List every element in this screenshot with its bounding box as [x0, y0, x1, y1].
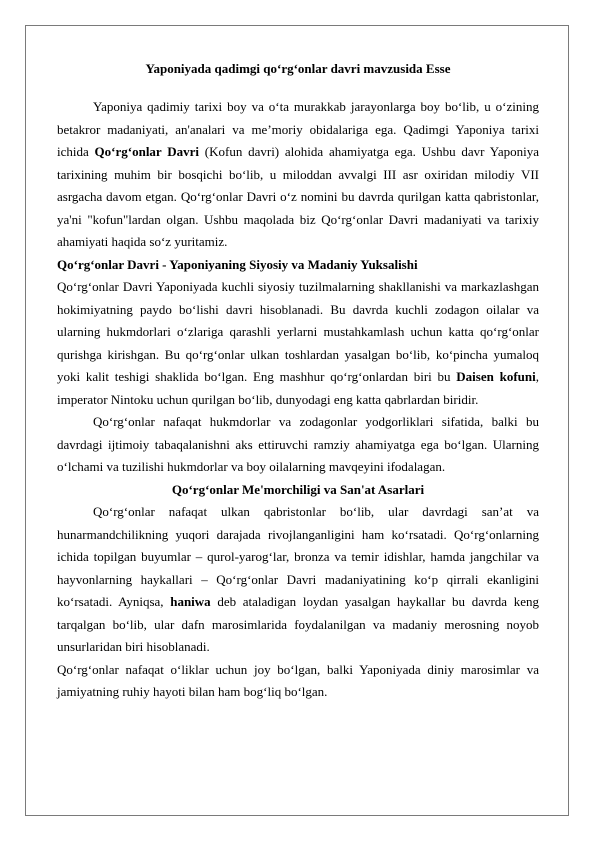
intro-text-1: Yaponiya qadimiy tarixi boy va o‘ta murakkab jarayonlarga boy bo‘lib, u o‘zining betakror madaniyati, an'analari va me’moriy obidalariga ega. Qadimgi Yaponiya tarixi ichida — [57, 99, 539, 159]
paragraph-4-text-1: Qo‘rg‘onlar nafaqat ulkan qabristonlar bo‘lib, ular davrdagi san’at va hunarmandchilikning yuqori darajada rivojlanganligini ham ko‘rsatadi. Qo‘rg‘onlarning ichida topilgan buyumlar – qurol-yarog‘lar, bronza va temir idishlar, hamda jangchilar va hayvonlarning haykallari – Qo‘rg‘onlar Davri madaniyatining ko‘p qirrali ekanligini ko‘rsatadi. Ayniqsa, — [57, 504, 539, 609]
document-title: Yaponiyada qadimgi qo‘rg‘onlar davri mavzusida Esse — [145, 61, 451, 76]
paragraph-2 — [57, 276, 539, 411]
paragraph-4-bold-term: haniwa — [170, 594, 211, 609]
paragraph-3: Qo‘rg‘onlar nafaqat hukmdorlar va zodagonlar yodgorliklari sifatida, balki bu davrdagi ijtimoiy tabaqalanishni aks ettiruvchi ramziy ahamiyatga ega bo‘lgan. Ularning o‘lchami va tuzilishi hukmdorlar va boy oilalarning mavqeyini ifodalagan. — [57, 414, 539, 474]
section-heading-2: Qo‘rg‘onlar Me'morchiligi va San'at Asarlari — [171, 481, 425, 497]
paragraph-2-text-1: Qo‘rg‘onlar Davri Yaponiyada kuchli siyosiy tuzilmalarning shakllanishi va markazlashgan hokimiyatning paydo bo‘lishi davri hisoblanadi. Bu davrda kuchli zodagon oilalar va ularning hukmdorlari o‘zlariga qarashli yerlarni mustahkamlash uchun katta qo‘rg‘onlar qurishga kirishgan. Bu qo‘rg‘onlar ulkan toshlardan yasalgan bo‘lib, ko‘pincha yumaloq yoki kalit teshigi shaklida bo‘lgan. Eng mashhur qo‘rg‘onlardan biri bu — [57, 279, 539, 384]
intro-bold-term: Qo‘rg‘onlar Davri — [94, 144, 200, 159]
paragraph-4-text-2: deb ataladigan loydan yasalgan haykallar bu davrda keng tarqalgan bo‘lib, ular dafn marosimlarida foydalanilgan va madaniy merosning noyob unsurlaridan biri hisoblanadi. — [57, 594, 539, 654]
paragraph-5: Qo‘rg‘onlar nafaqat o‘liklar uchun joy bo‘lgan, balki Yaponiyada diniy marosimlar va jamiyatning ruhiy hayoti bilan ham bog‘liq bo‘lgan. — [57, 661, 539, 699]
paragraph-2-text-2: , imperator Nintoku uchun qurilgan bo‘lib, dunyodagi eng katta qabrlardan biridir. — [57, 369, 539, 407]
paragraph-4 — [57, 501, 539, 659]
document-body — [57, 60, 539, 704]
section-heading-1: Qo‘rg‘onlar Davri - Yaponiyaning Siyosiy va Madaniy Yuksalishi — [57, 256, 418, 272]
intro-paragraph — [57, 96, 539, 254]
intro-text-2: (Kofun davri) alohida ahamiyatga ega. Ushbu davr Yaponiya tarixining muhim bir bosqichi bo‘lib, u miloddan avvalgi III asr oxiridan milodiy VII asrgacha davom etgan. Qo‘rg‘onlar Davri o‘z nomini bu davrda qurilgan katta qabristonlar, ya'ni "kofun"lardan olgan. Ushbu maqolada biz Qo‘rg‘onlar Davri madaniyati va tarixiy ahamiyati haqida so‘z yuritamiz. — [57, 144, 540, 249]
paragraph-2-bold-term: Daisen kofuni — [456, 369, 536, 384]
